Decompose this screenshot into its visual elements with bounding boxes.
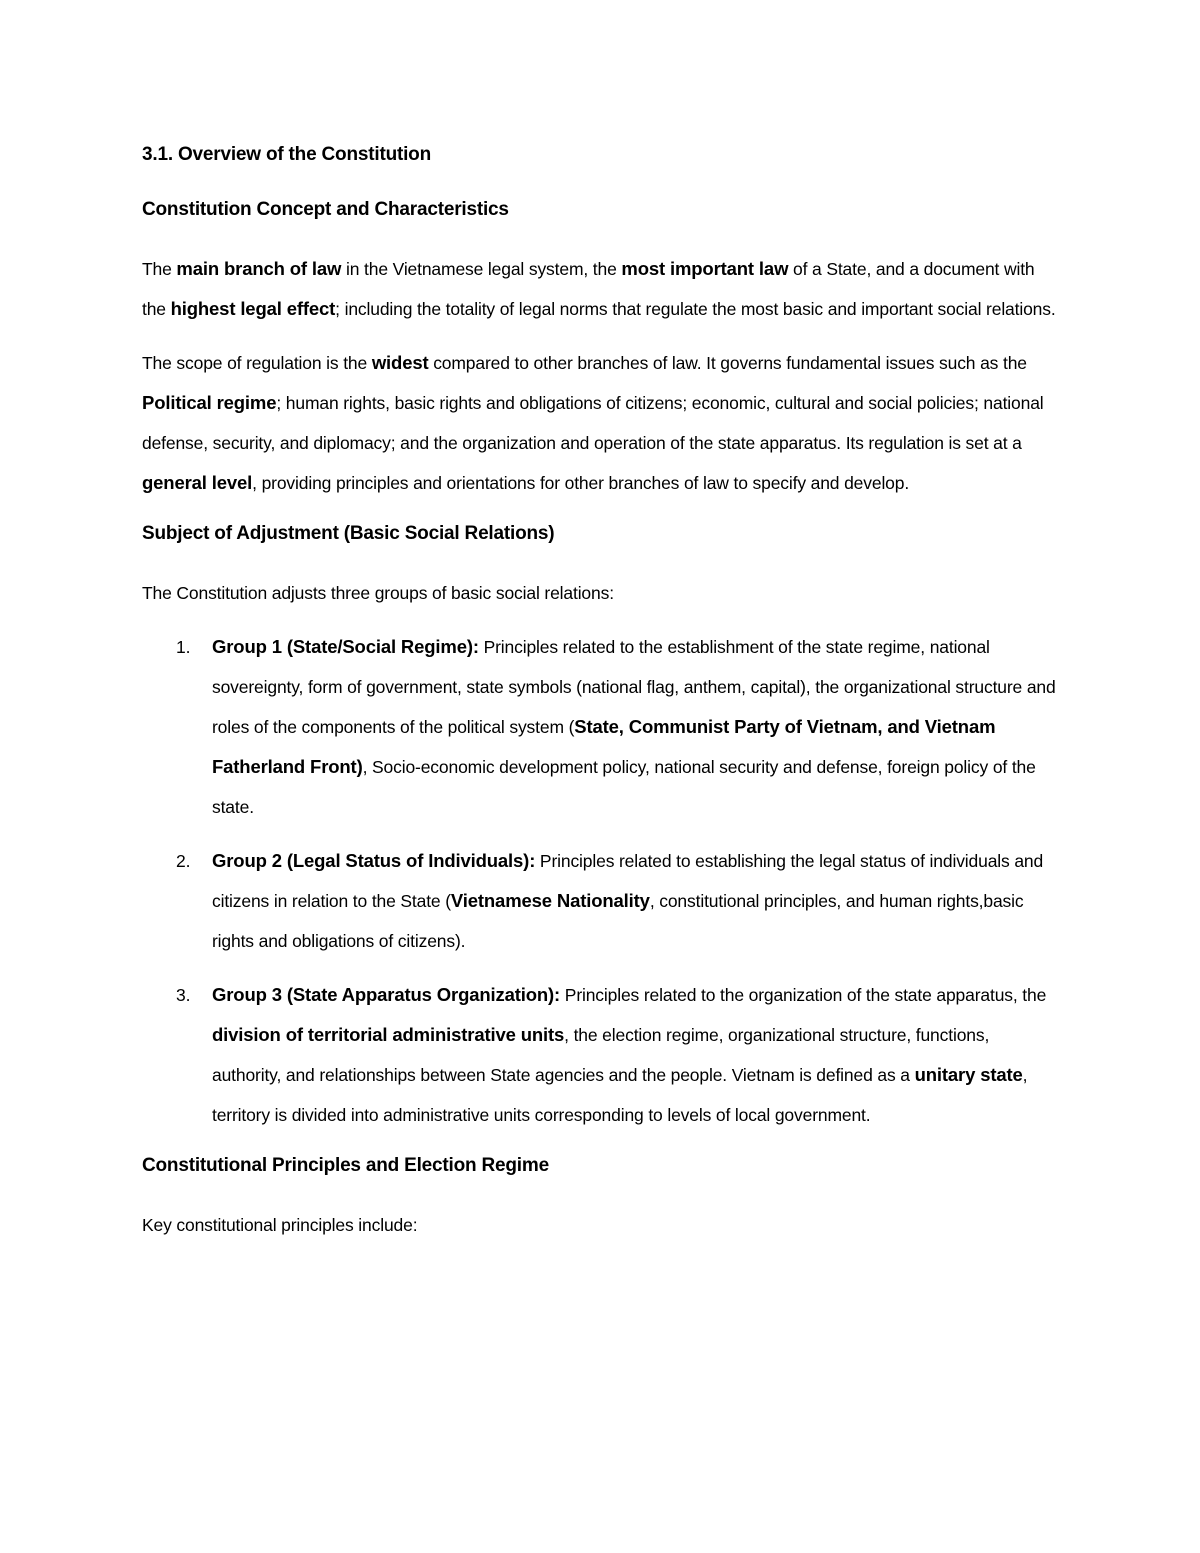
subject-heading: Subject of Adjustment (Basic Social Relations): [142, 523, 555, 544]
concept-paragraph-1: [142, 249, 1062, 329]
principles-heading: Constitutional Principles and Election Regime: [142, 1155, 549, 1176]
text-run: Principles related to the establishment of the state regime, national sovereignty, form of government, state symbols (national flag, anthem, capital), the organizational structure and roles of the components of the political system (: [212, 637, 1056, 737]
group-title: Group 2 (Legal Status of Individuals):: [212, 850, 536, 871]
text-run: ; including the totality of legal norms that regulate the most basic and important social relations.: [335, 299, 1056, 319]
groups-list: [142, 627, 1062, 1135]
text-run: , territory is divided into administrative units corresponding to levels of local government.: [212, 1065, 1028, 1125]
section-title: 3.1. Overview of the Constitution: [142, 144, 431, 165]
group-title: Group 3 (State Apparatus Organization):: [212, 984, 561, 1005]
text-run: The scope of regulation is the: [142, 353, 372, 373]
list-number: 2.: [176, 851, 191, 871]
text-run: ; human rights, basic rights and obligations of citizens; economic, cultural and social policies; national defense, security, and diplomacy; and the organization and operation of the state apparatus. Its regulation is set at a: [142, 393, 1044, 453]
concept-heading: Constitution Concept and Characteristics: [142, 199, 509, 220]
bold-term: division of territorial administrative units: [212, 1024, 565, 1045]
subject-intro: The Constitution adjusts three groups of basic social relations:: [142, 583, 614, 603]
bold-term: Vietnamese Nationality: [450, 890, 650, 911]
text-run: The: [142, 259, 177, 279]
text-run: , providing principles and orientations for other branches of law to specify and develop.: [252, 473, 910, 493]
text-run: , the election regime, organizational structure, functions, authority, and relationships between State agencies and the people. Vietnam is defined as a: [212, 1025, 990, 1085]
group-title: Group 1 (State/Social Regime):: [212, 636, 479, 657]
bold-term: unitary state: [914, 1064, 1023, 1085]
bold-term: main branch of law: [176, 258, 342, 279]
list-item-group-2: [142, 841, 1062, 961]
list-item-group-3: [142, 975, 1062, 1135]
concept-paragraph-2: [142, 343, 1062, 503]
bold-term: general level: [142, 472, 253, 493]
document-page: [142, 138, 1062, 1259]
list-number: 3.: [176, 985, 191, 1005]
text-run: of a State, and a document with the: [142, 259, 1035, 319]
text-run: , Socio-economic development policy, national security and defense, foreign policy of the state.: [212, 757, 1036, 817]
list-item-group-1: [142, 627, 1062, 827]
text-run: Principles related to the organization of the state apparatus, the: [560, 985, 1047, 1005]
principles-intro: Key constitutional principles include:: [142, 1215, 418, 1235]
text-run: compared to other branches of law. It governs fundamental issues such as the: [428, 353, 1027, 373]
bold-term: widest: [371, 352, 429, 373]
bold-term: highest legal effect: [170, 298, 336, 319]
list-number: 1.: [176, 637, 191, 657]
text-run: , constitutional principles, and human rights,basic rights and obligations of citizens).: [212, 891, 1024, 951]
text-run: Principles related to establishing the legal status of individuals and citizens in relation to the State (: [212, 851, 1044, 911]
bold-term: most important law: [621, 258, 789, 279]
bold-term: State, Communist Party of Vietnam, and Vietnam Fatherland Front): [212, 716, 996, 777]
bold-term: Political regime: [142, 392, 277, 413]
text-run: in the Vietnamese legal system, the: [341, 259, 622, 279]
